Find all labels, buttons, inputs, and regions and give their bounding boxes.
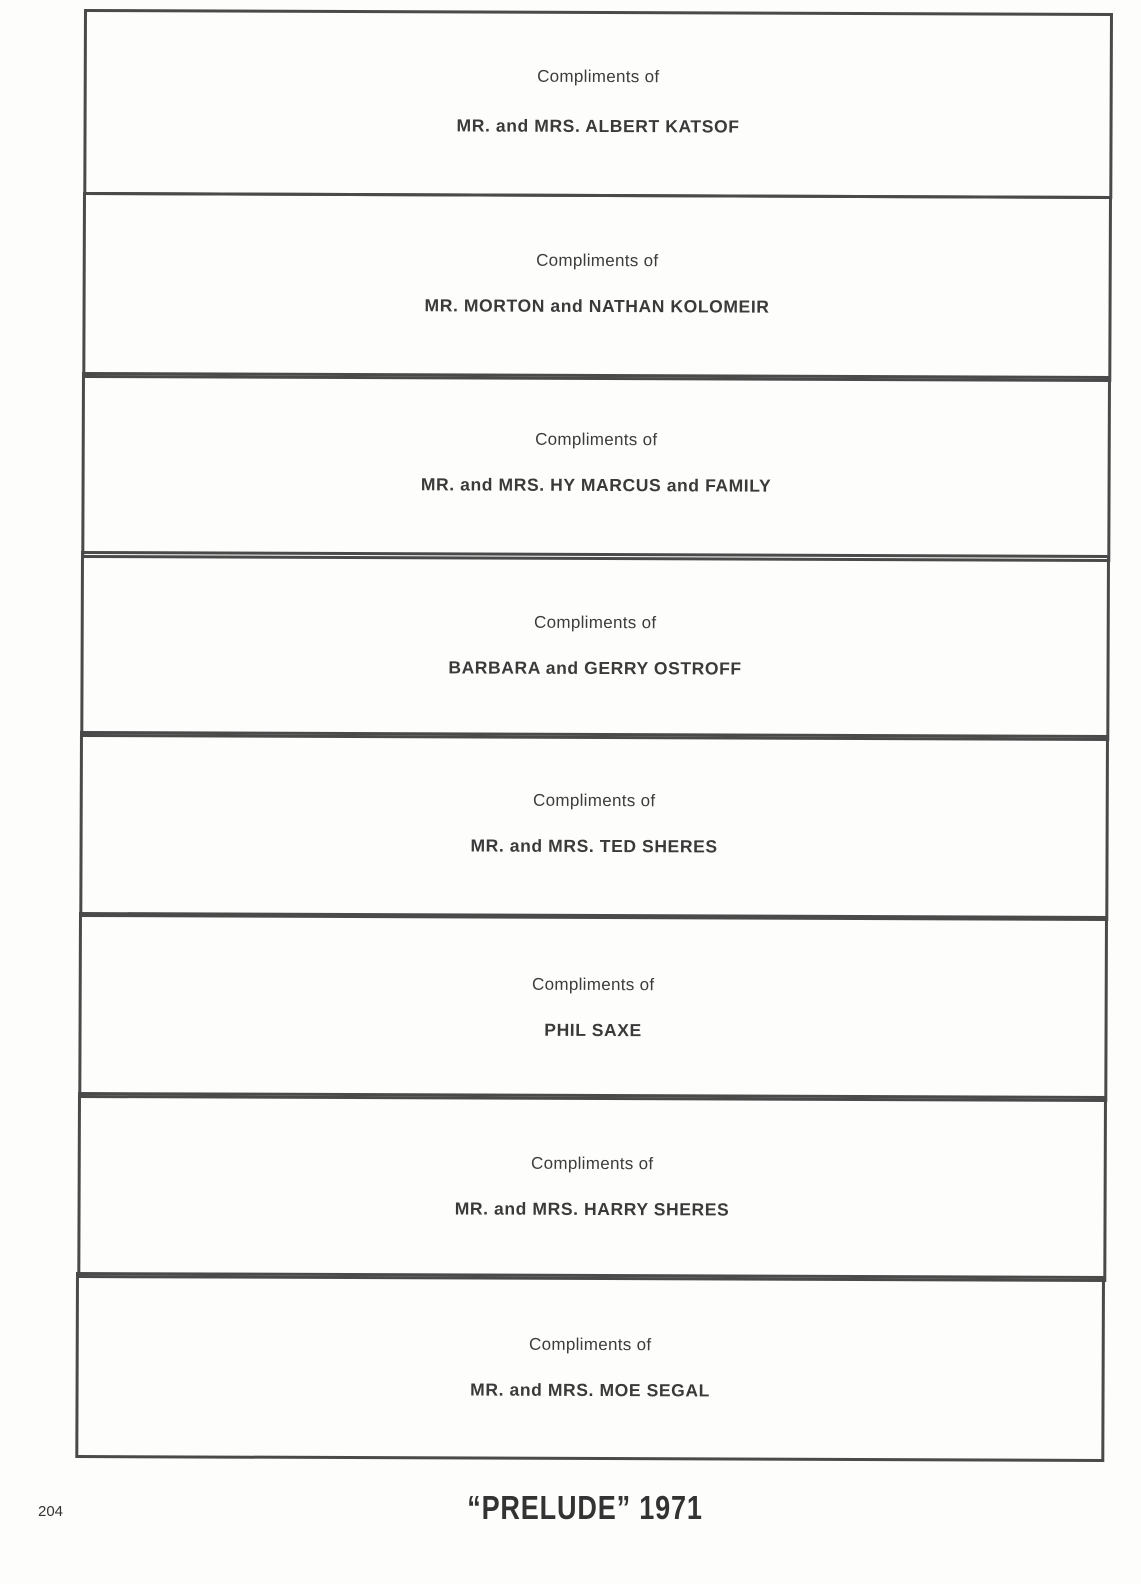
ad-block-katsof (83, 9, 1113, 199)
compliments-text: Compliments of (533, 790, 656, 811)
compliments-text: Compliments of (535, 429, 658, 450)
donor-name: MR. and MRS. ALBERT KATSOF (456, 115, 740, 137)
donor-name: MR. and MRS. HARRY SHERES (454, 1198, 730, 1220)
compliments-text: Compliments of (534, 612, 657, 633)
donor-name: BARBARA and GERRY OSTROFF (448, 657, 742, 679)
donor-name: MR. and MRS. TED SHERES (470, 835, 718, 857)
compliments-text: Compliments of (529, 1334, 652, 1355)
publication-title: “PRELUDE” 1971 (467, 1489, 703, 1526)
compliments-text: Compliments of (536, 250, 659, 271)
page-number: 204 (38, 1503, 64, 1520)
donor-name: MR. and MRS. MOE SEGAL (470, 1379, 710, 1401)
ad-block-kolomeir (82, 192, 1112, 382)
donor-name: PHIL SAXE (544, 1019, 642, 1041)
ad-block-harry-sheres (77, 1092, 1107, 1282)
ad-block-marcus (81, 372, 1111, 562)
ad-block-saxe (78, 912, 1108, 1102)
compliments-text: Compliments of (532, 974, 655, 995)
compliments-text: Compliments of (531, 1153, 654, 1174)
ad-block-ostroff (80, 551, 1110, 741)
ad-block-segal (75, 1272, 1105, 1462)
donor-name: MR. MORTON and NATHAN KOLOMEIR (424, 295, 770, 317)
compliments-text: Compliments of (537, 66, 660, 87)
ad-block-ted-sheres (79, 731, 1109, 921)
donor-name: MR. and MRS. HY MARCUS and FAMILY (420, 474, 772, 496)
